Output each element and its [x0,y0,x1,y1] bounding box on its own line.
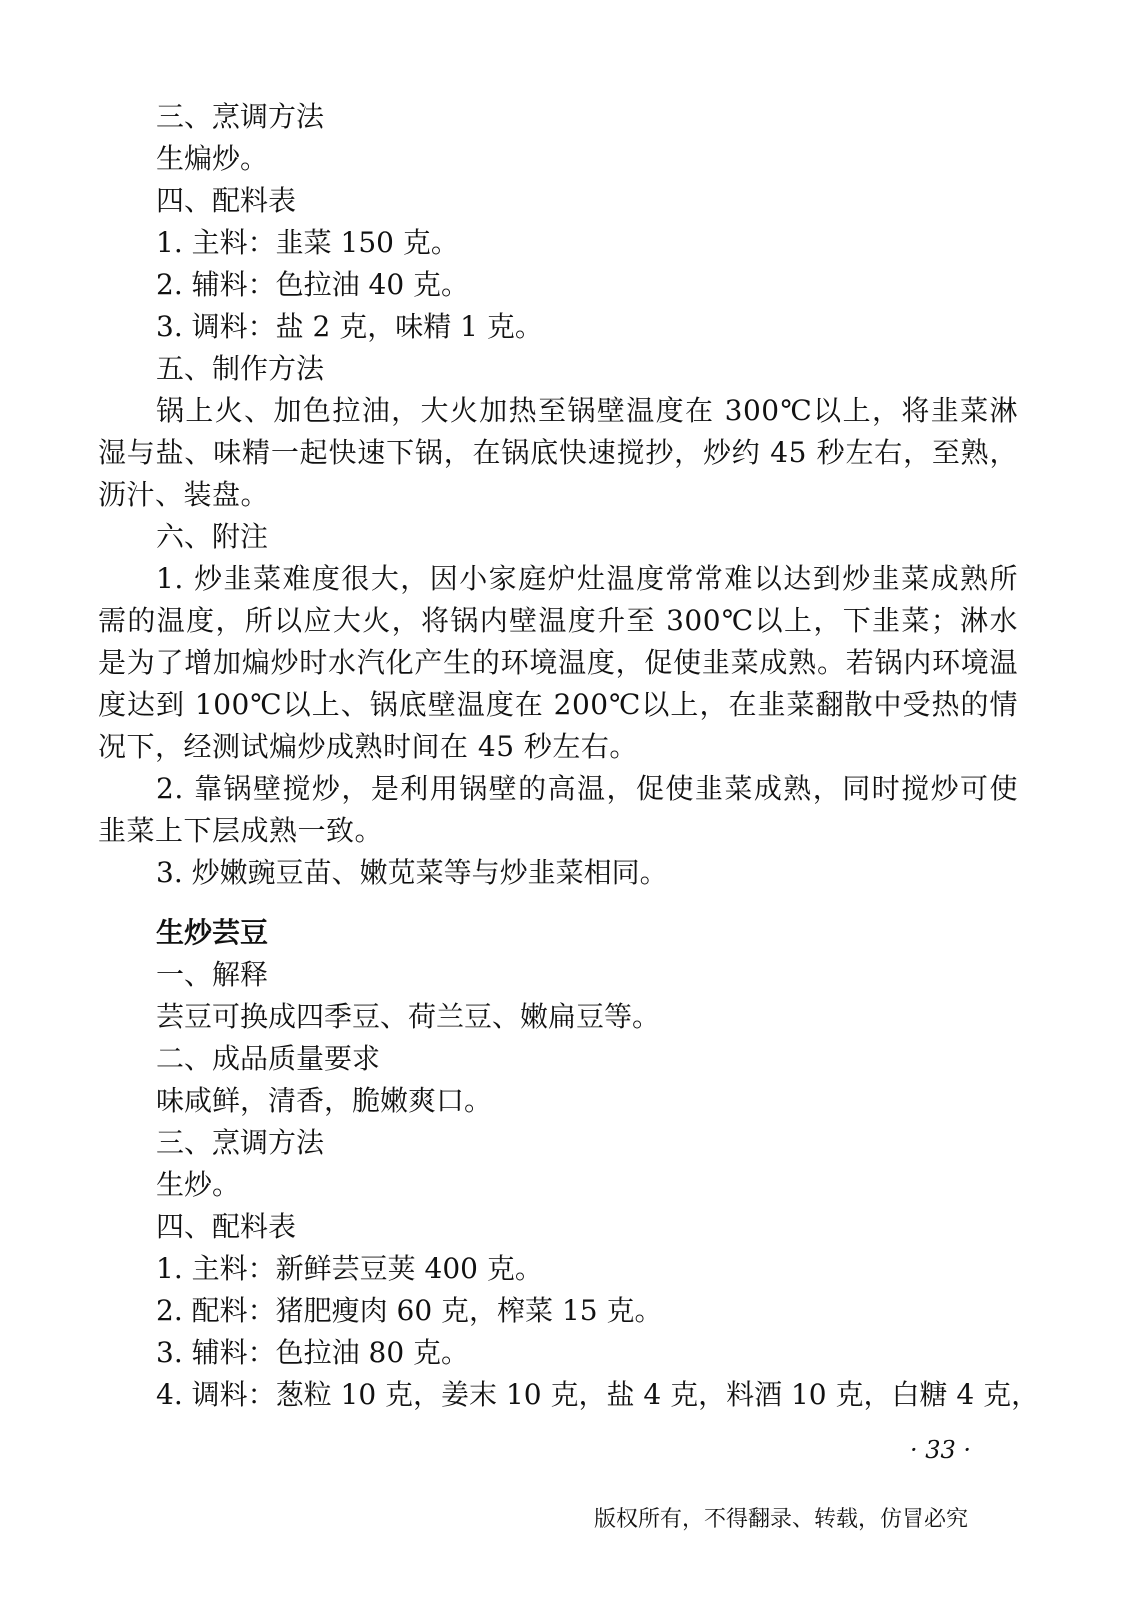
method-paragraph: 锅上火、加色拉油，大火加热至锅壁温度在 300℃以上，将韭菜淋湿与盐、味精一起快速下锅，在锅底快速搅抄，炒约 45 秒左右，至熟，沥汁、装盘。 [98,394,1018,511]
list-item: 3. 调料：盐 2 克，味精 1 克。 [156,310,543,343]
list-item: 2. 辅料：色拉油 40 克。 [156,268,470,301]
section-heading: 三、烹调方法 [156,1126,325,1159]
note-paragraph: 2. 靠锅壁搅炒，是利用锅壁的高温，促使韭菜成熟，同时搅炒可使韭菜上下层成熟一致。 [98,772,1018,847]
body-text: 生煸炒。 [156,142,269,175]
body-text: 芸豆可换成四季豆、荷兰豆、嫩扁豆等。 [156,1000,661,1033]
section-heading: 五、制作方法 [156,352,325,385]
section-heading: 三、烹调方法 [156,100,325,133]
list-item: 3. 辅料：色拉油 80 克。 [156,1336,470,1369]
body-text: 生炒。 [156,1168,241,1201]
section-heading: 四、配料表 [156,1210,297,1243]
note-paragraph: 1. 炒韭菜难度很大，因小家庭炉灶温度常常难以达到炒韭菜成熟所需的温度，所以应大火，将锅内壁温度升至 300℃以上，下韭菜；淋水是为了增加煸炒时水汽化产生的环境温度，促使韭菜成熟。若锅内环境温度达到 100℃以上、锅底壁温度在 200℃以上，在韭菜翻散中受热的情况下，经测试煸炒成熟时间在 45 秒左右。 [98,562,1018,763]
section-heading: 一、解释 [156,958,269,991]
section-heading: 二、成品质量要求 [156,1042,381,1075]
list-item: 2. 配料：猪肥瘦肉 60 克，榨菜 15 克。 [156,1294,663,1327]
list-item: 4. 调料：葱粒 10 克，姜末 10 克，盐 4 克，料酒 10 克，白糖 4 克， [156,1378,1040,1411]
body-text: 味咸鲜，清香，脆嫩爽口。 [156,1084,493,1117]
page-body [98,96,1040,1416]
section-spacer [98,894,1018,912]
note-paragraph: 3. 炒嫩豌豆苗、嫩苋菜等与炒韭菜相同。 [156,856,668,889]
list-item: 1. 主料：新鲜芸豆荚 400 克。 [156,1252,543,1285]
copyright-footer: 版权所有，不得翻录、转载，仿冒必究 [594,1507,969,1532]
page-number: · 33 · [910,1436,972,1464]
recipe-title: 生炒芸豆 [156,916,269,949]
section-heading: 六、附注 [156,520,269,553]
list-item: 1. 主料：韭菜 150 克。 [156,226,459,259]
section-heading: 四、配料表 [156,184,297,217]
